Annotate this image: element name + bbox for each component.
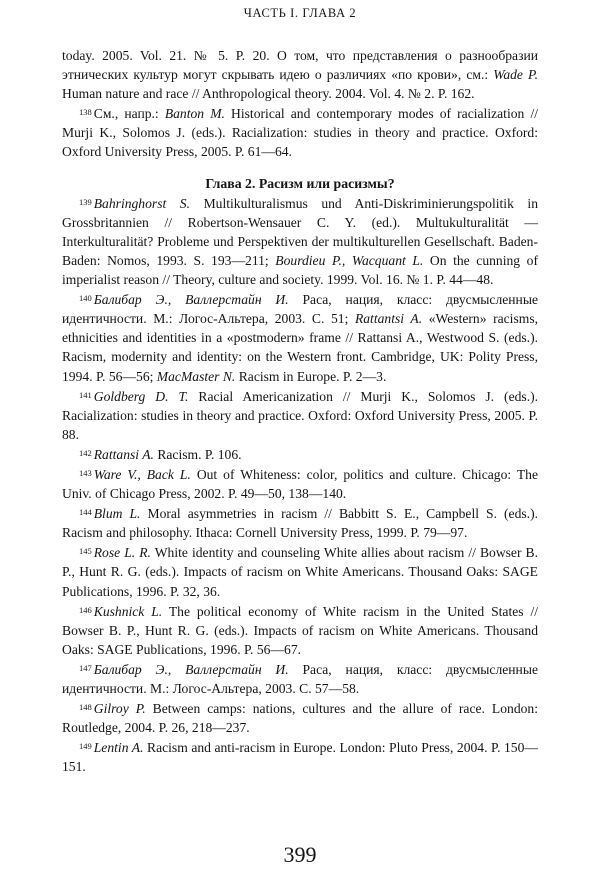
footnote-continuation	[62, 46, 538, 103]
footnote-text: Between camps: nations, cultures and the allure of race. London: Routledge, 2004. P. 26, 218—237.	[62, 701, 538, 736]
footnote-text: Moral asymmetries in racism // Babbitt S. E., Campbell S. (eds.). Racism and philosophy. Ithaca: Cornell University Press, 1999. P. 79—97.	[62, 506, 538, 541]
footnote-author: Bahringhorst S.	[93, 195, 191, 211]
footnote-author: Wade P.	[493, 67, 538, 83]
footnote-number: 144	[79, 507, 92, 518]
footnote-143	[62, 464, 538, 503]
footnote-text: Historical and contemporary modes of racialization // Murji K., Solomos J. (eds.). Racialization: studies in theory and practice. Oxford: Oxford University Press, 2005. P. 61—64.	[62, 106, 538, 160]
footnote-text: Human nature and race // Anthropological theory. 2004. Vol. 4. № 2. P. 162.	[62, 86, 475, 102]
footnote-prefix: См., напр.:	[93, 106, 165, 122]
footnote-138	[62, 103, 538, 161]
footnote-148	[62, 698, 538, 737]
footnote-author: Rattantsi A.	[354, 311, 423, 327]
footnote-149	[62, 737, 538, 776]
footnote-text: White identity and counseling White allies about racism // Bowser B. P., Hunt R. G. (eds.). Impacts of racism on White Americans. Thousand Oaks: SAGE Publications, 1996. P. 32, 36.	[62, 545, 538, 599]
footnote-author: Bourdieu P., Wacquant L.	[275, 252, 424, 268]
footnote-144	[62, 503, 538, 542]
footnote-text: Racism. P. 106.	[153, 446, 242, 462]
footnote-number: 149	[79, 741, 92, 752]
footnote-author: Blum L.	[93, 506, 141, 522]
footnotes-body	[62, 46, 538, 776]
footnote-author: Lentin A.	[93, 740, 144, 756]
footnote-140	[62, 289, 538, 385]
footnote-text: Раса, нация, класс: двусмысленные идентичности. М.: Логос-Альтера, 2003. С. 51;	[62, 292, 538, 327]
footnote-text: today. 2005. Vol. 21. № 5. P. 20. О том, что представления о разнообразии этнических культур могут скрывать идею о различиях «по крови», см.:	[62, 48, 538, 83]
footnote-text: On the cunning of imperialist reason // Theory, culture and society. 1999. Vol. 16. № 1. P. 44—48.	[62, 252, 538, 288]
footnote-number: 138	[79, 107, 92, 118]
page-number: 399	[283, 842, 317, 867]
footnote-number: 145	[79, 546, 92, 557]
footnote-text: Multikulturalismus und Anti-Diskriminierungspolitik in Grossbritannien // Robertson-Wensauer C. Y. (ed.). Multukulturalität — Interkulturalität? Probleme und Perspektiven der multikulturellen Gesellschaft. Baden-Baden: Nomos, 1993. S. 193—211;	[62, 195, 539, 268]
footnote-author: Ware V., Back L.	[93, 466, 191, 482]
footnote-author: Балибар Э., Валлерстайн И.	[93, 292, 289, 308]
footnote-author: Gilroy P.	[93, 701, 146, 717]
footnote-text: Раса, нация, класс: двусмысленные идентичности. М.: Логос-Альтера, 2003. С. 57—58.	[62, 661, 538, 696]
footnote-146	[62, 601, 538, 659]
footnote-145	[62, 542, 538, 600]
footnote-number: 141	[79, 389, 92, 400]
footnote-number: 146	[79, 604, 92, 615]
footnote-139	[62, 193, 538, 289]
footnote-author: Banton M.	[164, 106, 225, 122]
footnote-author: Rattansi A.	[93, 446, 154, 462]
footnote-141	[62, 386, 538, 444]
footnote-147	[62, 659, 538, 698]
footnote-text: Racism in Europe. P. 2—3.	[235, 368, 387, 384]
footnote-author: Балибар Э., Валлерстайн И.	[93, 661, 289, 677]
footnote-author: MacMaster N.	[156, 368, 236, 384]
footnote-author: Kushnick L.	[93, 603, 163, 619]
footnote-text: Racial Americanization // Murji K., Solomos J. (eds.). Racialization: studies in theory and practice. Oxford: Oxford University Press, 2005. P. 88.	[62, 388, 539, 442]
chapter-heading: Глава 2. Расизм или расизмы?	[205, 175, 395, 191]
footnote-number: 147	[79, 662, 92, 673]
footnote-text: «Western» racisms, ethnicities and identities in a «postmodern» frame // Rattansi A., Westwood S. (eds.). Racism, modernity and identity: on the Western front. Cambridge, UK: Polity Press, 1994. P. 56—56;	[62, 311, 539, 384]
footnote-author: Rose L. R.	[93, 545, 151, 561]
footnote-number: 139	[79, 196, 92, 207]
footnote-text: Out of Whiteness: color, politics and culture. Chicago: The Univ. of Chicago Press, 2002. P. 49—50, 138—140.	[62, 466, 538, 502]
footnote-number: 140	[79, 293, 92, 304]
footnote-number: 148	[79, 702, 92, 713]
running-head: ЧАСТЬ I. ГЛАВА 2	[243, 6, 357, 20]
footnote-text: Racism and anti-racism in Europe. London: Pluto Press, 2004. P. 150—151.	[62, 740, 538, 775]
footnote-number: 142	[79, 447, 92, 458]
footnote-text: The political economy of White racism in the United States // Bowser B. P., Hunt R. G. (eds.). Impacts of racism on White Americans. Thousand Oaks: SAGE Publications, 1996. P. 56—67.	[62, 603, 539, 657]
footnote-number: 143	[79, 467, 92, 478]
footnote-142	[62, 444, 538, 464]
footnote-author: Goldberg D. T.	[93, 388, 189, 404]
